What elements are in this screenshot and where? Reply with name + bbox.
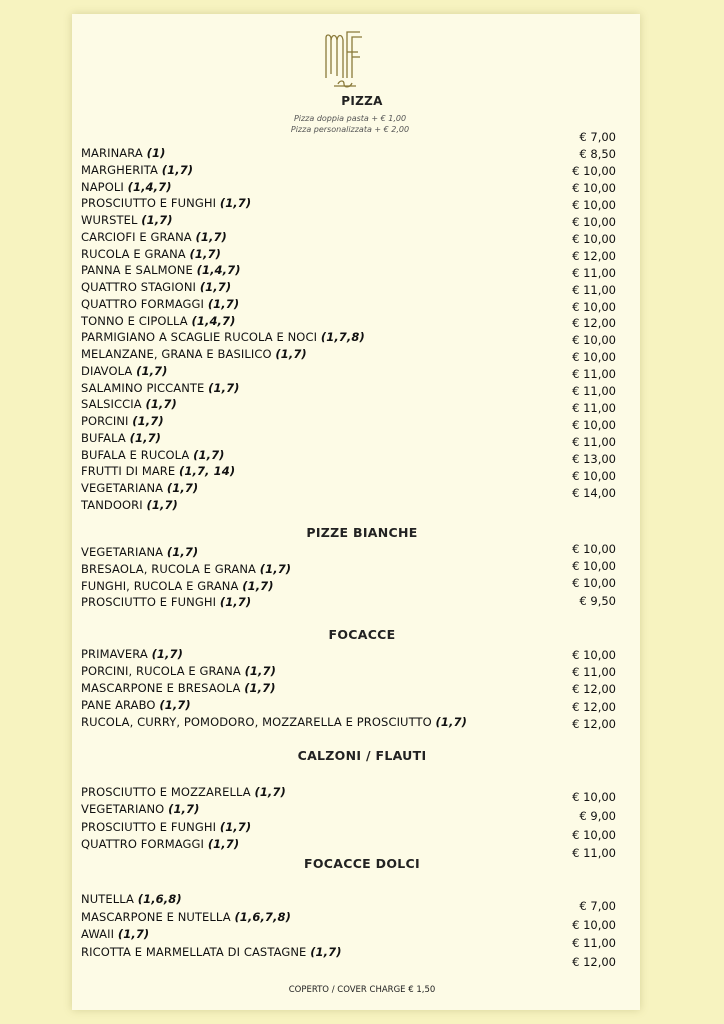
menu-item-allergens: (1,7) <box>136 363 168 378</box>
menu-item-name: VEGETARIANA <box>81 545 164 559</box>
menu-item-name: MASCARPONE E BRESAOLA <box>81 680 241 695</box>
menu-item <box>81 498 178 512</box>
menu-item-price: € 7,00 <box>579 899 616 913</box>
menu-item <box>81 481 198 495</box>
section-title: FOCACCE DOLCI <box>304 856 420 871</box>
menu-item-name: PORCINI <box>81 414 129 428</box>
menu-item-allergens: (1,7) <box>132 414 164 428</box>
menu-item-name: PORCINI, RUCOLA E GRANA <box>81 663 241 678</box>
menu-item-name: BUFALA <box>81 430 126 445</box>
menu-item-allergens: (1,7) <box>145 397 177 412</box>
menu-item-name: MASCARPONE E NUTELLA <box>81 909 231 924</box>
menu-item <box>81 802 199 816</box>
menu-item-price: € 10,00 <box>572 542 616 556</box>
menu-item <box>81 280 231 294</box>
menu-item-allergens: (1,7) <box>219 819 252 834</box>
menu-item-allergens: (1,7) <box>208 380 240 395</box>
menu-item-allergens: (1,4,7) <box>196 263 241 278</box>
menu-item-price: € 10,00 <box>572 917 616 932</box>
menu-item-name: WURSTEL <box>81 213 138 227</box>
menu-item-name: RICOTTA E MARMELLATA DI CASTAGNE <box>81 944 307 959</box>
menu-item-name: DIAVOLA <box>81 363 133 378</box>
menu-item-allergens: (1,7) <box>159 697 191 712</box>
menu-item <box>81 330 365 344</box>
menu-item <box>81 945 342 959</box>
section-note: Pizza doppia pasta + € 1,00 <box>293 114 407 123</box>
menu-item-allergens: (1,7) <box>117 927 150 941</box>
menu-item-allergens: (1,7) <box>207 836 240 851</box>
menu-item-name: SALSICCIA <box>81 397 142 412</box>
menu-item <box>81 414 164 428</box>
menu-item <box>81 664 276 678</box>
menu-item-price: € 11,00 <box>572 936 616 950</box>
menu-item-allergens: (1,7) <box>275 347 307 361</box>
menu-item <box>81 180 172 194</box>
menu-item-name: BRESAOLA, RUCOLA E GRANA <box>81 561 257 576</box>
menu-item-name: PROSCIUTTO E MOZZARELLA <box>81 785 251 799</box>
menu-item-allergens: (1,6,7,8) <box>234 909 291 924</box>
menu-item <box>81 927 149 941</box>
menu-item-allergens: (1) <box>146 146 166 160</box>
menu-item-price: € 11,00 <box>572 401 616 416</box>
menu-item-name: PANNA E SALMONE <box>81 263 193 278</box>
menu-item-price: € 10,00 <box>572 163 616 178</box>
menu-item <box>81 397 177 411</box>
menu-item <box>81 715 467 729</box>
menu-item-allergens: (1,4,7) <box>127 179 172 194</box>
menu-item-price: € 10,00 <box>572 350 616 365</box>
menu-item-price: € 11,00 <box>572 384 616 399</box>
menu-item-name: RUCOLA, CURRY, POMODORO, MOZZARELLA E PROSCIUTTO <box>81 714 432 729</box>
menu-item <box>81 163 193 177</box>
menu-item <box>81 347 307 361</box>
section-title: CALZONI / FLAUTI <box>297 748 427 763</box>
menu-item-price: € 11,00 <box>572 367 616 382</box>
menu-item-allergens: (1,7) <box>259 561 292 576</box>
menu-item <box>81 213 173 227</box>
menu-item-price: € 10,00 <box>572 333 616 348</box>
mf-monogram-logo-icon <box>322 26 366 88</box>
menu-item-allergens: (1,7) <box>166 545 199 559</box>
menu-item <box>81 263 241 277</box>
menu-item-price: € 12,00 <box>572 699 616 714</box>
menu-item <box>81 785 286 799</box>
menu-item-allergens: (1,4,7) <box>191 313 236 328</box>
menu-item-allergens: (1,7, 14) <box>179 464 236 479</box>
menu-item <box>81 647 183 661</box>
menu-item-price: € 13,00 <box>572 452 616 467</box>
menu-item-name: RUCOLA E GRANA <box>81 246 186 261</box>
menu-item <box>81 595 251 609</box>
menu-item-allergens: (1,7) <box>193 447 225 462</box>
menu-item-price: € 10,00 <box>572 469 616 483</box>
menu-item-name: BUFALA E RUCOLA <box>81 447 190 462</box>
menu-item-price: € 14,00 <box>572 485 616 500</box>
menu-item-price: € 10,00 <box>572 827 616 842</box>
menu-item-allergens: (1,7) <box>129 430 162 445</box>
menu-item-allergens: (1,7) <box>189 246 221 261</box>
menu-item <box>81 448 225 462</box>
menu-item <box>81 196 251 210</box>
menu-item <box>81 146 165 160</box>
menu-item <box>81 579 274 593</box>
menu-item <box>81 892 182 906</box>
menu-item-allergens: (1,7) <box>168 802 200 817</box>
menu-item <box>81 910 291 924</box>
menu-item-allergens: (1,7) <box>219 196 252 211</box>
menu-item <box>81 545 198 559</box>
menu-item-name: FUNGHI, RUCOLA E GRANA <box>81 578 239 593</box>
menu-item <box>81 837 239 851</box>
menu-item-allergens: (1,7) <box>141 213 173 227</box>
menu-item-price: € 10,00 <box>572 559 616 574</box>
section-title: FOCACCE <box>328 627 396 642</box>
menu-item-price: € 10,00 <box>572 790 616 804</box>
menu-item-name: MELANZANE, GRANA E BASILICO <box>81 347 272 361</box>
menu-item-allergens: (1,7) <box>199 280 232 294</box>
menu-item-name: PROSCIUTTO E FUNGHI <box>81 595 217 610</box>
menu-item-name: PRIMAVERA <box>81 647 148 661</box>
menu-item-price: € 10,00 <box>572 418 616 433</box>
menu-item-allergens: (1,7) <box>435 714 467 729</box>
menu-item-name: NAPOLI <box>81 179 124 194</box>
menu-item-price: € 11,00 <box>572 282 616 297</box>
menu-item-price: € 10,00 <box>572 214 616 229</box>
menu-item-price: € 12,00 <box>572 682 616 697</box>
menu-item-name: CARCIOFI E GRANA <box>81 229 192 244</box>
menu-item-price: € 10,00 <box>572 576 616 591</box>
menu-item <box>81 698 191 712</box>
menu-item-price: € 11,00 <box>572 665 616 680</box>
menu-item-allergens: (1,7) <box>244 680 276 695</box>
menu-item <box>81 464 235 478</box>
menu-item-name: PANE ARABO <box>81 697 156 712</box>
menu-item-name: TANDOORI <box>81 497 143 512</box>
menu-item-price: € 11,00 <box>572 265 616 280</box>
menu-item-price: € 11,00 <box>572 846 616 861</box>
menu-item-allergens: (1,7) <box>146 497 178 512</box>
menu-item-allergens: (1,7) <box>244 663 276 678</box>
menu-item-price: € 8,50 <box>579 146 616 161</box>
menu-item-name: TONNO E CIPOLLA <box>81 313 188 328</box>
menu-item-name: PARMIGIANO A SCAGLIE RUCOLA E NOCI <box>81 330 318 345</box>
menu-item <box>81 431 161 445</box>
section-note: Pizza personalizzata + € 2,00 <box>290 125 410 134</box>
menu-item-allergens: (1,7) <box>219 595 252 610</box>
menu-item-allergens: (1,7,8) <box>320 330 365 345</box>
menu-item <box>81 314 236 328</box>
menu-item-name: AWAII <box>81 927 115 941</box>
menu-item-price: € 10,00 <box>572 197 616 212</box>
menu-item-allergens: (1,7) <box>254 785 286 799</box>
menu-item-allergens: (1,7) <box>207 296 240 311</box>
menu-item-name: MARINARA <box>81 146 143 160</box>
menu-item <box>81 247 221 261</box>
menu-item <box>81 297 239 311</box>
menu-item-name: FRUTTI DI MARE <box>81 464 176 479</box>
menu-item-allergens: (1,7) <box>310 944 342 959</box>
menu-item-price: € 10,00 <box>572 648 616 662</box>
menu-item-price: € 12,00 <box>572 316 616 331</box>
menu-item <box>81 820 251 834</box>
section-title: PIZZA <box>341 94 383 108</box>
menu-item <box>81 681 276 695</box>
menu-item-price: € 10,00 <box>572 299 616 314</box>
menu-item-name: QUATTRO FORMAGGI <box>81 836 205 851</box>
menu-item-price: € 10,00 <box>572 231 616 246</box>
menu-item-allergens: (1,7) <box>166 481 199 495</box>
menu-item-price: € 11,00 <box>572 435 616 450</box>
menu-item-name: QUATTRO STAGIONI <box>81 280 197 294</box>
menu-item-allergens: (1,7) <box>151 647 183 661</box>
section-title: PIZZE BIANCHE <box>306 525 418 540</box>
menu-item-allergens: (1,7) <box>242 578 274 593</box>
menu-item-price: € 12,00 <box>572 716 616 731</box>
menu-item-name: VEGETARIANO <box>81 802 165 817</box>
menu-item-price: € 9,50 <box>579 593 616 608</box>
menu-item-name: PROSCIUTTO E FUNGHI <box>81 196 217 211</box>
menu-item-allergens: (1,7) <box>195 229 227 244</box>
cover-charge-note: COPERTO / COVER CHARGE € 1,50 <box>288 985 436 995</box>
menu-item <box>81 230 227 244</box>
menu-item-price: € 9,00 <box>579 808 616 823</box>
menu-item-name: VEGETARIANA <box>81 481 164 495</box>
menu-item-name: PROSCIUTTO E FUNGHI <box>81 819 217 834</box>
menu-item-name: MARGHERITA <box>81 162 158 177</box>
menu-item <box>81 364 168 378</box>
menu-item-allergens: (1,6,8) <box>137 892 182 906</box>
menu-item-price: € 10,00 <box>572 180 616 195</box>
menu-item-price: € 12,00 <box>572 954 616 969</box>
menu-item-price: € 7,00 <box>579 130 616 144</box>
menu-item <box>81 562 291 576</box>
menu-item-name: SALAMINO PICCANTE <box>81 380 205 395</box>
menu-item-allergens: (1,7) <box>161 162 194 177</box>
menu-item-price: € 12,00 <box>572 248 616 263</box>
menu-item <box>81 381 240 395</box>
menu-item-name: QUATTRO FORMAGGI <box>81 296 205 311</box>
menu-item-name: NUTELLA <box>81 892 134 906</box>
